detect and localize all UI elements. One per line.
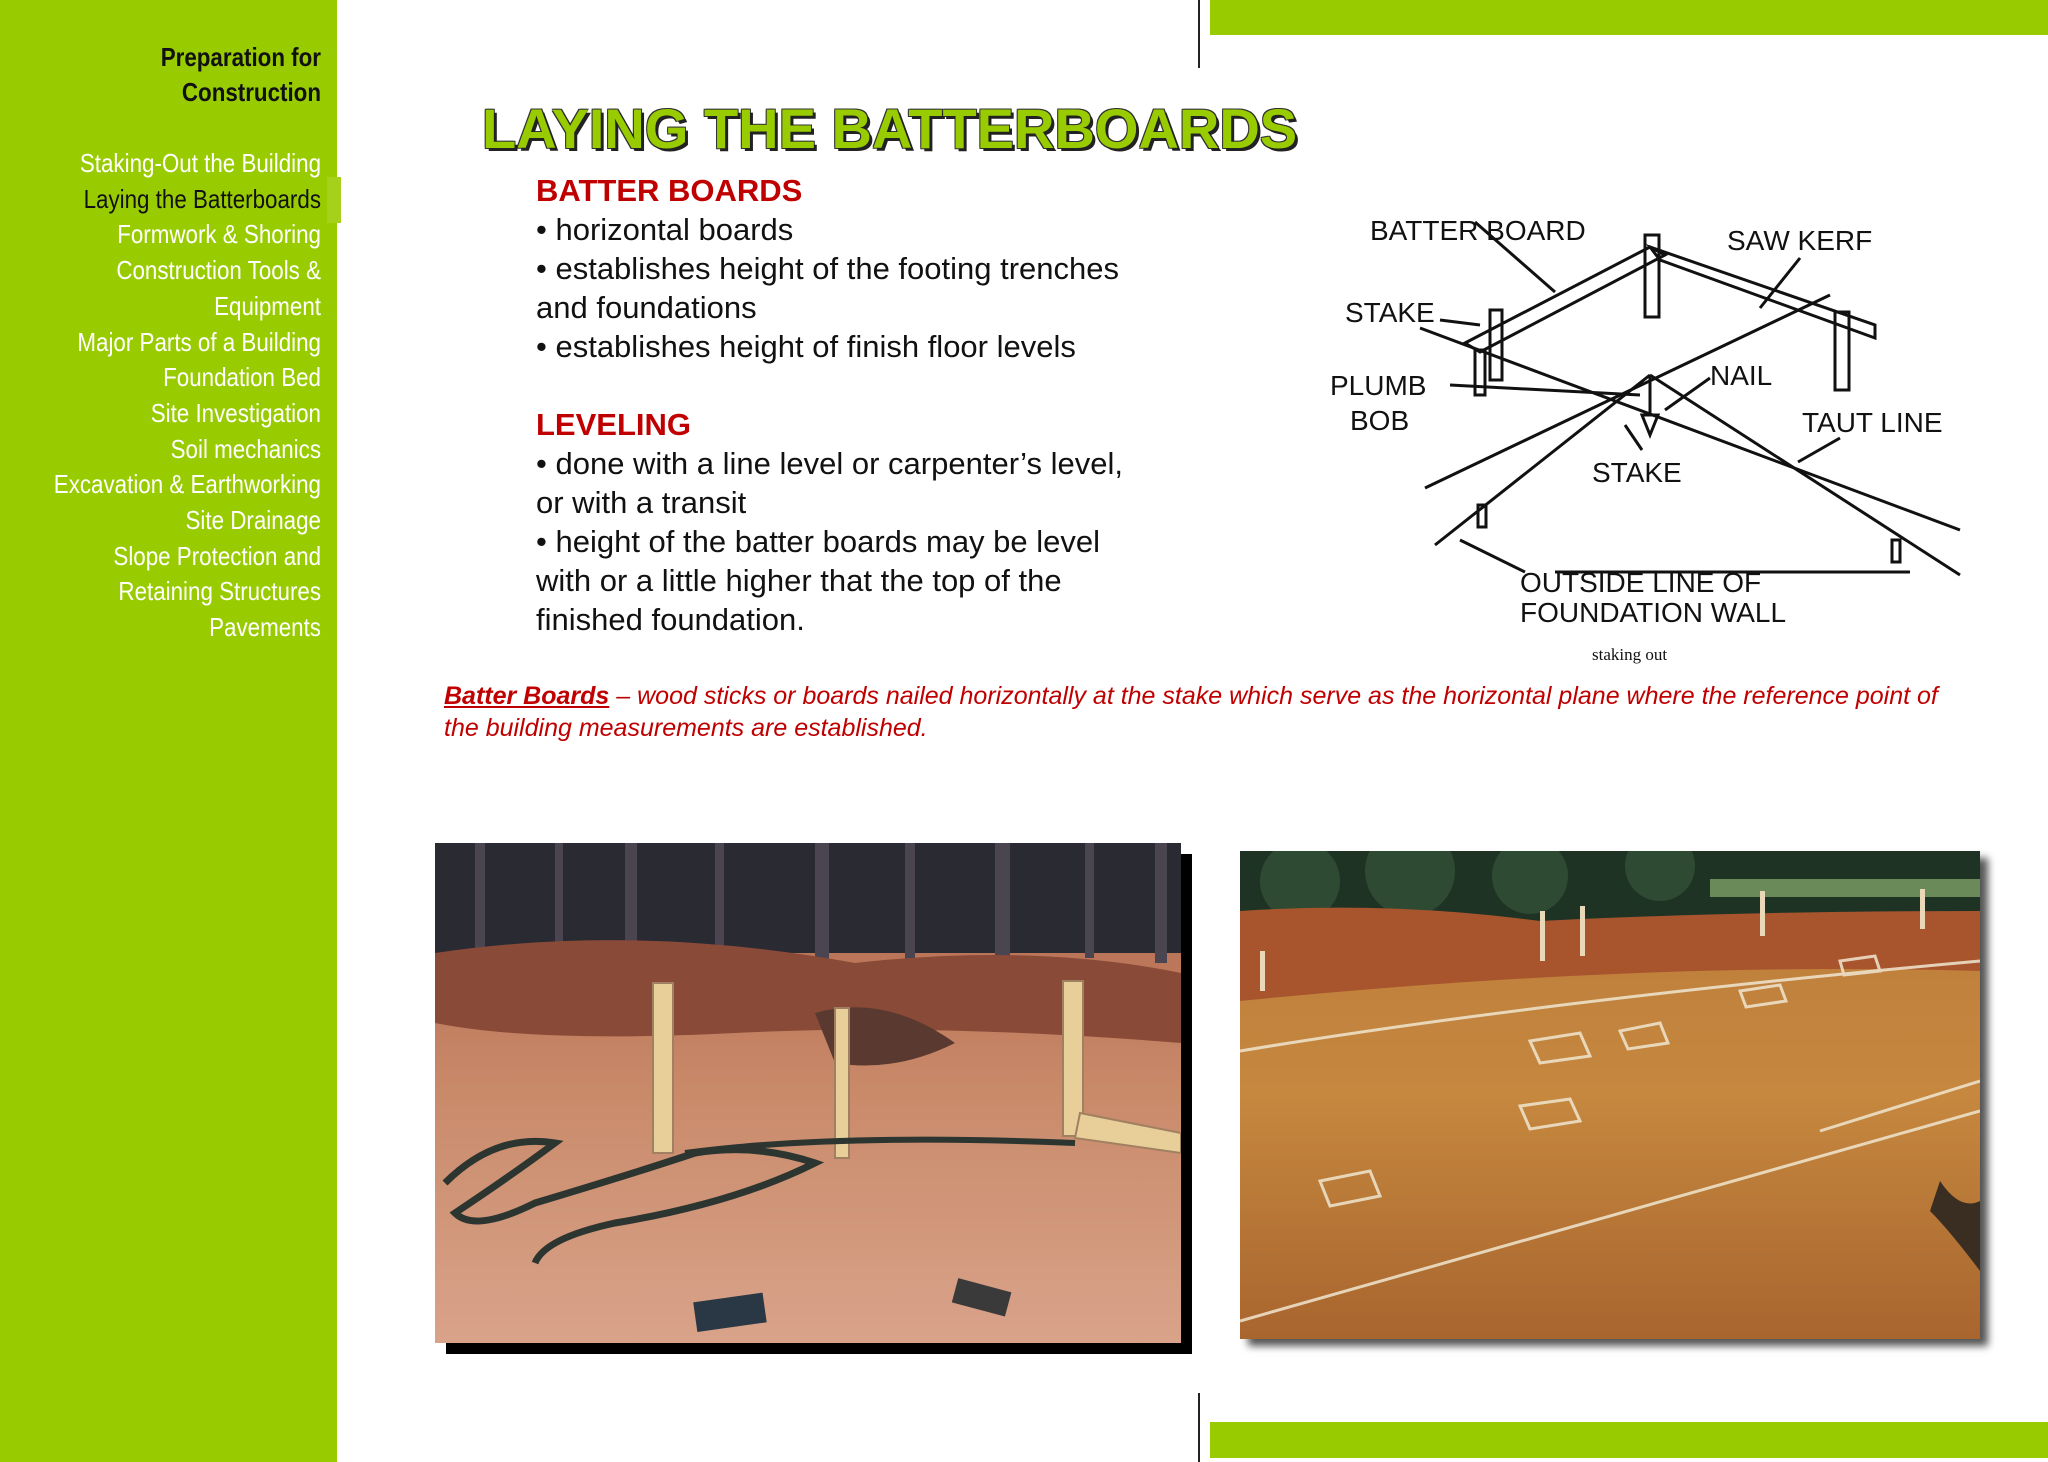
nav-item-major-parts[interactable]: Major Parts of a Building <box>77 326 321 357</box>
diagram-label-stake: STAKE <box>1345 297 1435 328</box>
photo-batterboard-stakes <box>435 843 1181 1343</box>
page-title: LAYING THE BATTERBOARDS <box>482 97 1298 160</box>
batter-boards-line-3: and foundations <box>536 290 757 325</box>
active-item-marker <box>327 177 341 223</box>
bottom-divider-line <box>1198 1393 1200 1462</box>
batter-boards-heading: BATTER BOARDS <box>536 173 803 208</box>
nav-item-formwork-shoring[interactable]: Formwork & Shoring <box>117 219 322 250</box>
diagram-label-bob: BOB <box>1350 405 1410 436</box>
top-divider-line <box>1198 0 1200 68</box>
top-accent-bar <box>1210 0 2048 35</box>
nav-item-site-investigation[interactable]: Site Investigation <box>150 397 321 428</box>
definition-term: Batter Boards <box>444 682 610 710</box>
batter-board-diagram <box>1320 200 1980 670</box>
diagram-label-stake-center: STAKE <box>1592 457 1682 488</box>
diagram-label-taut-line: TAUT LINE <box>1802 407 1943 438</box>
nav-item-site-drainage[interactable]: Site Drainage <box>185 505 321 536</box>
bottom-accent-bar <box>1210 1422 2048 1458</box>
nav-item-slope-protection[interactable]: Slope Protection and <box>113 540 321 571</box>
leveling-heading: LEVELING <box>536 407 692 442</box>
leveling-line-5: finished foundation. <box>536 602 805 637</box>
sidebar-nav <box>0 146 321 646</box>
leveling-line-4: with or a little higher that the top of the <box>536 563 1062 598</box>
diagram-label-nail: NAIL <box>1710 360 1773 391</box>
nav-item-construction-tools-cont[interactable]: Equipment <box>214 290 321 321</box>
definition-text <box>444 680 1974 744</box>
content-text <box>536 172 1176 639</box>
nav-item-laying-batterboards[interactable]: Laying the Batterboards <box>83 183 321 214</box>
nav-item-pavements[interactable]: Pavements <box>209 612 321 643</box>
leveling-line-2: or with a transit <box>536 485 747 520</box>
leveling-line-1: • done with a line level or carpenter’s level, <box>536 446 1123 481</box>
sidebar-heading-line1: Preparation for <box>160 42 321 72</box>
nav-item-soil-mechanics[interactable]: Soil mechanics <box>170 433 321 464</box>
diagram-label-batter-board: BATTER BOARD <box>1370 215 1586 246</box>
sidebar-heading-line2: Construction <box>181 77 321 107</box>
definition-body: – wood sticks or boards nailed horizontally at the stake which serve as the horizontal plane where the reference point of the building measurements are established. <box>444 682 1938 742</box>
batter-boards-line-1: • horizontal boards <box>536 212 794 247</box>
sidebar-heading <box>54 40 321 110</box>
leveling-line-3: • height of the batter boards may be level <box>536 524 1101 559</box>
nav-item-construction-tools[interactable]: Construction Tools & <box>116 255 321 286</box>
photo-staked-lot <box>1240 851 1980 1339</box>
batter-boards-line-4: • establishes height of finish floor levels <box>536 329 1076 364</box>
nav-item-excavation[interactable]: Excavation & Earthworking <box>53 469 321 500</box>
diagram-label-plumb: PLUMB <box>1330 370 1427 401</box>
diagram-label-saw-kerf: SAW KERF <box>1727 225 1873 256</box>
diagram-caption: staking out <box>1592 645 1668 664</box>
nav-item-slope-protection-cont[interactable]: Retaining Structures <box>118 576 321 607</box>
batter-boards-line-2: • establishes height of the footing trenches <box>536 251 1120 286</box>
diagram-label-outside-line: OUTSIDE LINE OF <box>1520 567 1762 598</box>
nav-item-staking-out[interactable]: Staking-Out the Building <box>79 148 321 178</box>
nav-item-foundation-bed[interactable]: Foundation Bed <box>163 362 321 393</box>
sidebar <box>0 0 337 1462</box>
diagram-label-foundation-wall: FOUNDATION WALL <box>1520 597 1787 628</box>
